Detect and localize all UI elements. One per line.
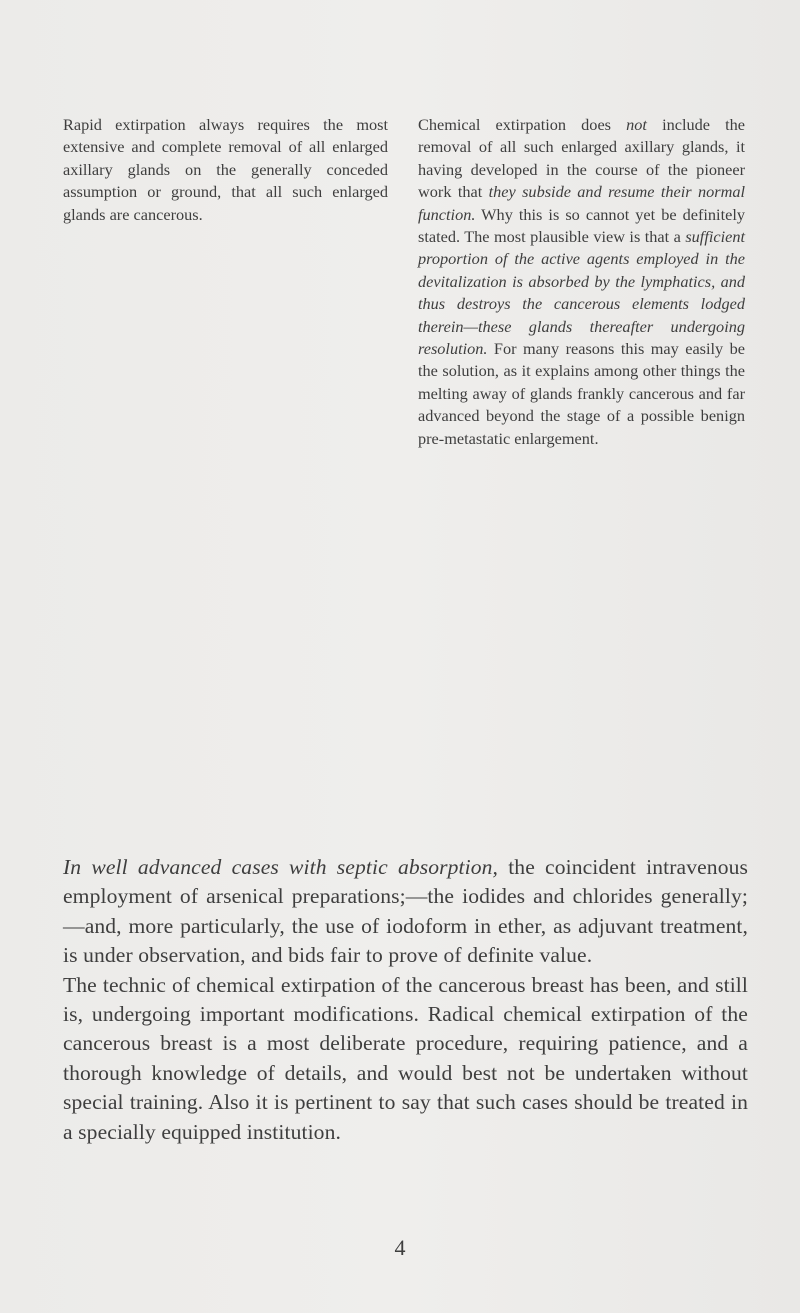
text-run: include the removal of all such enlarged axillary glands, it having developed in the course of the pioneer work that bbox=[418, 115, 746, 202]
right-column bbox=[418, 114, 745, 450]
text-run: the coincident intravenous employment of arsenical preparations;—the iodides and chlorides generally;—and, more particularly, the use of iodoform in ether, as adjuvant treatment, is under observation, and bids fair to prove of definite value. bbox=[63, 855, 748, 968]
text-run: Chemical extirpation does bbox=[418, 115, 627, 134]
emphasis-phrase: sufficient proportion of the active agents employed in the devitalization is absorbed by the lymphatics, and thus destroys the cancerous elements lodged therein—these glands thereafter undergoing resolution. bbox=[418, 227, 745, 359]
full-width-text bbox=[63, 853, 748, 1147]
emphasis-phrase: In well advanced cases with septic absorption, bbox=[63, 855, 499, 879]
text-run: For many reasons this may easily be the solution, as it explains among other things the melting away of glands frankly cancerous and far advanced beyond the stage of a possible benign pre-metastatic enlargement. bbox=[418, 339, 745, 448]
emphasis-phrase: they subside and resume their normal function. bbox=[418, 182, 746, 224]
page-number: 4 bbox=[394, 1235, 406, 1260]
technic-paragraph: The technic of chemical extirpation of the cancerous breast has been, and still is, undergoing important modifications. Radical chemical extirpation of the cancerous breast is a most deliberate procedure, requiring patience, and a thorough knowledge of details, and would best not be undertaken without special training. Also it is pertinent to say that such cases should be treated in a specially equipped institution. bbox=[63, 972, 748, 1144]
left-column bbox=[63, 114, 388, 226]
septic-absorption-paragraph bbox=[63, 853, 748, 971]
chemical-extirpation-paragraph bbox=[418, 114, 745, 450]
emphasis-not: not bbox=[626, 115, 647, 134]
text-run: Why this is so cannot yet be definitely stated. The most plausible view is that a bbox=[418, 204, 745, 247]
rapid-extirpation-paragraph: Rapid extirpation always requires the most extensive and complete removal of all enlarged axillary glands on the generally conceded assumption or ground, that all such enlarged glands are cancerous. bbox=[63, 115, 388, 224]
